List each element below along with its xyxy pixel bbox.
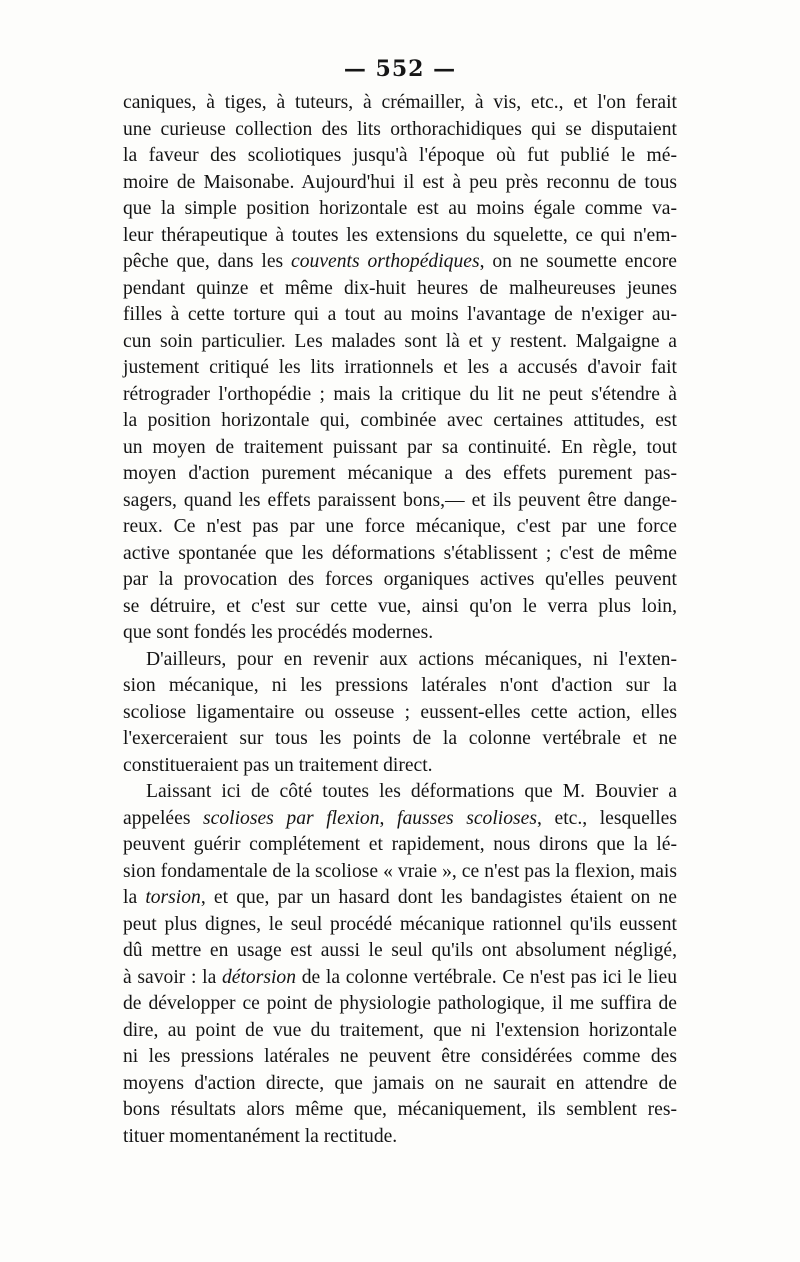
italic-phrase: scolioses par flexion — [203, 807, 380, 829]
text-line: une curieuse collection des lits orthorachidiques qui se disputaient — [123, 118, 677, 140]
paragraph — [123, 647, 677, 780]
text-line: se détruire, et c'est sur cette vue, ainsi qu'on le verra plus loin, — [123, 595, 677, 617]
page-number: — 552 — — [343, 56, 457, 82]
text-line: active spontanée que les déformations s'établissent ; c'est de même — [123, 542, 677, 564]
paragraph — [123, 779, 677, 1150]
text-line: rétrograder l'orthopédie ; mais la critique du lit ne peut s'étendre à — [123, 383, 677, 405]
text-line: l'exerceraient sur tous les points de la colonne vertébrale et ne — [123, 728, 677, 749]
italic-phrase: torsion — [145, 887, 201, 908]
text-line: dû mettre en usage est aussi le seul qu'ils ont absolument négligé, — [123, 940, 677, 961]
text-line: sagers, quand les effets paraissent bons,— et ils peuvent être dange- — [123, 489, 677, 511]
text-line: justement critiqué les lits irrationnels et les a accusés d'avoir fait — [123, 357, 677, 378]
text-line: ni les pressions latérales ne peuvent être considérées comme des — [123, 1046, 677, 1067]
text-line: la position horizontale qui, combinée avec certaines attitudes, est — [123, 410, 677, 431]
text-line: que la simple position horizontale est au moins égale comme va- — [123, 198, 677, 219]
text-line: caniques, à tiges, à tuteurs, à crémailler, à vis, etc., et l'on ferait — [123, 92, 677, 113]
text-line: de développer ce point de physiologie pathologique, il me suffira de — [123, 993, 677, 1014]
text-line: pendant quinze et même dix-huit heures de malheureuses jeunes — [123, 277, 677, 299]
text-line: moyen d'action purement mécanique a des effets purement pas- — [123, 463, 677, 484]
text-line: moyens d'action directe, que jamais on ne saurait en attendre de — [123, 1072, 677, 1094]
text-line: filles à cette torture qui a tout au moins l'avantage de n'exiger au- — [123, 304, 677, 325]
text-line: par la provocation des forces organiques actives qu'elles peuvent — [123, 569, 677, 590]
text-line: dire, au point de vue du traitement, que ni l'extension horizontale — [123, 1019, 677, 1041]
text-line: reux. Ce n'est pas par une force mécanique, c'est par une force — [123, 516, 677, 537]
text-line: tituer momentanément la rectitude. — [123, 1125, 398, 1147]
text-line: sion fondamentale de la scoliose « vraie », ce n'est pas la flexion, mais — [123, 860, 677, 882]
text-line: scoliose ligamentaire ou osseuse ; eussent-elles cette action, elles — [123, 701, 677, 723]
text-line: cun soin particulier. Les malades sont là et y restent. Malgaigne a — [123, 330, 677, 352]
text-line: un moyen de traitement puissant par sa continuité. En règle, tout — [123, 436, 677, 458]
text-line: Laissant ici de côté toutes les déformations que M. Bouvier a — [146, 781, 677, 802]
text-line: moire de Maisonabe. Aujourd'hui il est à peu près reconnu de tous — [123, 171, 677, 193]
text-line: à savoir : la détorsion de la colonne vertébrale. Ce n'est pas ici le lieu — [123, 966, 677, 988]
text-line: sion mécanique, ni les pressions latérales n'ont d'action sur la — [123, 675, 677, 696]
text-line: la faveur des scoliotiques jusqu'à l'époque où fut publié le mé- — [123, 145, 677, 166]
text-line: peut plus dignes, le seul procédé mécanique rationnel qu'ils eussent — [123, 913, 677, 935]
italic-phrase: couvents orthopédiques — [291, 251, 480, 272]
text-line: bons résultats alors même que, mécaniquement, ils semblent res- — [123, 1099, 677, 1120]
body-text — [123, 90, 677, 1150]
italic-phrase: détorsion — [221, 966, 297, 988]
text-line: la torsion, et que, par un hasard dont les bandagistes étaient on ne — [123, 887, 677, 908]
text-line: que sont fondés les procédés modernes. — [123, 622, 434, 643]
italic-phrase: fausses scolioses — [397, 807, 537, 829]
text-line: leur thérapeutique à toutes les extensions du squelette, ce qui n'em- — [123, 224, 677, 246]
text-line: pêche que, dans les couvents orthopédiques, on ne soumette encore — [123, 251, 677, 272]
paragraph — [123, 90, 677, 647]
text-line: appelées scolioses par flexion, fausses scolioses, etc., lesquelles — [123, 807, 677, 829]
text-line: peuvent guérir complétement et rapidement, nous dirons que la lé- — [123, 834, 677, 855]
text-line: constitueraient pas un traitement direct. — [123, 754, 433, 776]
text-line: D'ailleurs, pour en revenir aux actions mécaniques, ni l'exten- — [146, 648, 677, 670]
